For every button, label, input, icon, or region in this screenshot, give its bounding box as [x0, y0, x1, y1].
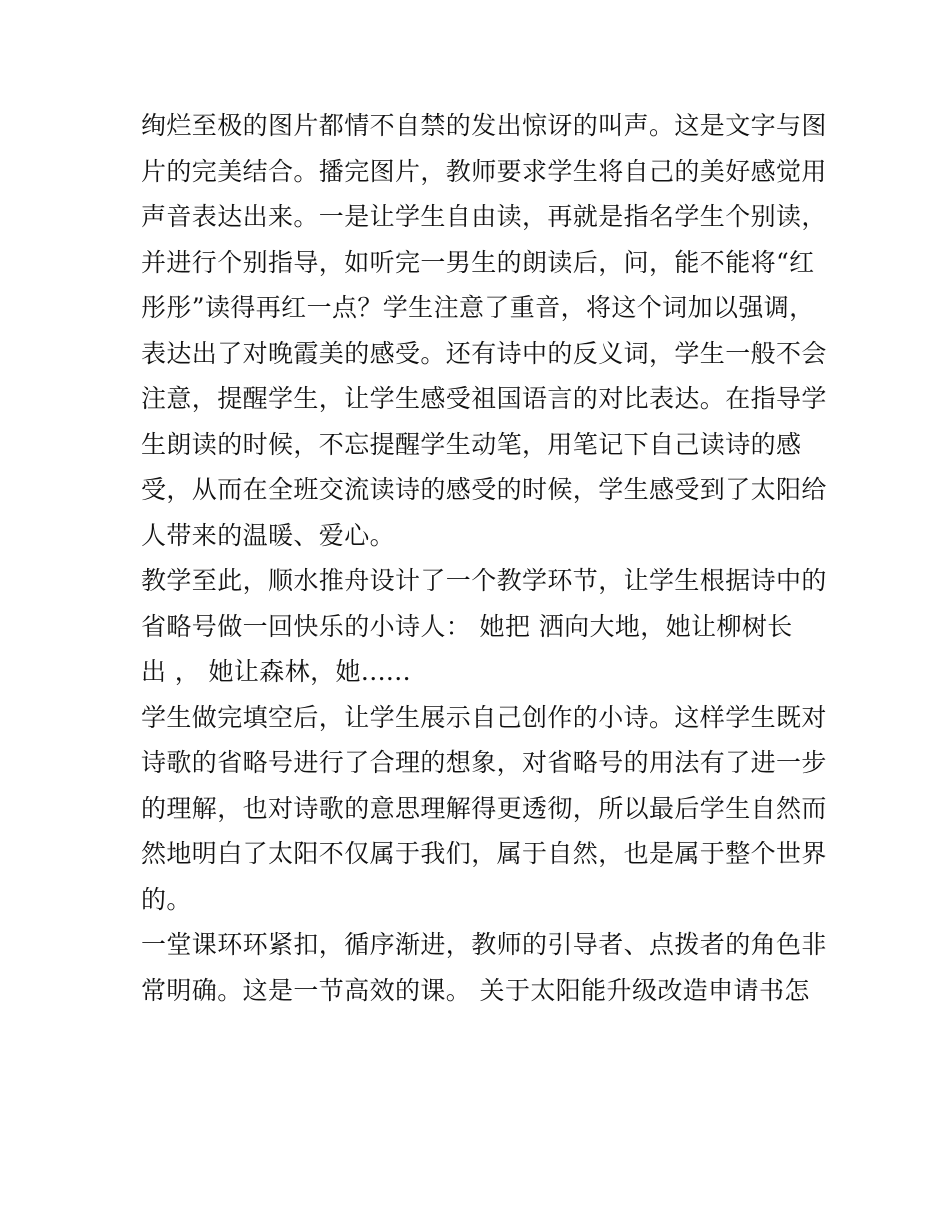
text-line: 受，从而在全班交流读诗的感受的时候，学生感受到了太阳给 — [141, 475, 827, 504]
text-line: 的。 — [141, 884, 192, 914]
text-line: 省略号做一回快乐的小诗人： 她把 洒向大地，她让柳树长 — [141, 611, 793, 641]
text-line: 教学至此，顺水推舟设计了一个教学环节，让学生根据诗中的 — [141, 566, 827, 595]
text-line: 并进行个别指导，如听完一男生的朗读后，问，能不能将“红 — [141, 247, 815, 277]
text-line: 彤彤”读得再红一点？学生注意了重音，将这个词加以强调， — [141, 293, 815, 322]
text-line: 表达出了对晚霞美的感受。还有诗中的反义词，学生一般不会 — [141, 338, 827, 368]
text-line: 的理解，也对诗歌的意思理解得更透彻，所以最后学生自然而 — [141, 793, 827, 823]
text-line: 人带来的温暖、爱心。 — [141, 520, 396, 550]
text-line: 一堂课环环紧扣，循序渐进，教师的引导者、点拨者的角色非 — [141, 930, 827, 959]
text-line: 出 ， 她让森林，她...... — [141, 657, 411, 686]
text-line: 片的完美结合。播完图片，教师要求学生将自己的美好感觉用 — [141, 156, 827, 186]
text-line: 绚烂至极的图片都情不自禁的发出惊讶的叫声。这是文字与图 — [141, 111, 827, 140]
text-line: 然地明白了太阳不仅属于我们，属于自然，也是属于整个世界 — [141, 839, 827, 868]
text-line: 常明确。这是一节高效的课。 关于太阳能升级改造申请书怎 — [141, 975, 810, 1005]
text-line: 生朗读的时候，不忘提醒学生动笔，用笔记下自己读诗的感 — [141, 429, 802, 459]
text-line: 学生做完填空后，让学生展示自己创作的小诗。这样学生既对 — [141, 702, 827, 732]
text-line: 声音表达出来。一是让学生自由读，再就是指名学生个别读， — [141, 202, 827, 231]
body-text — [141, 103, 827, 1013]
text-line: 诗歌的省略号进行了合理的想象，对省略号的用法有了进一步 — [141, 748, 827, 777]
text-line: 注意，提醒学生，让学生感受祖国语言的对比表达。在指导学 — [141, 384, 827, 413]
